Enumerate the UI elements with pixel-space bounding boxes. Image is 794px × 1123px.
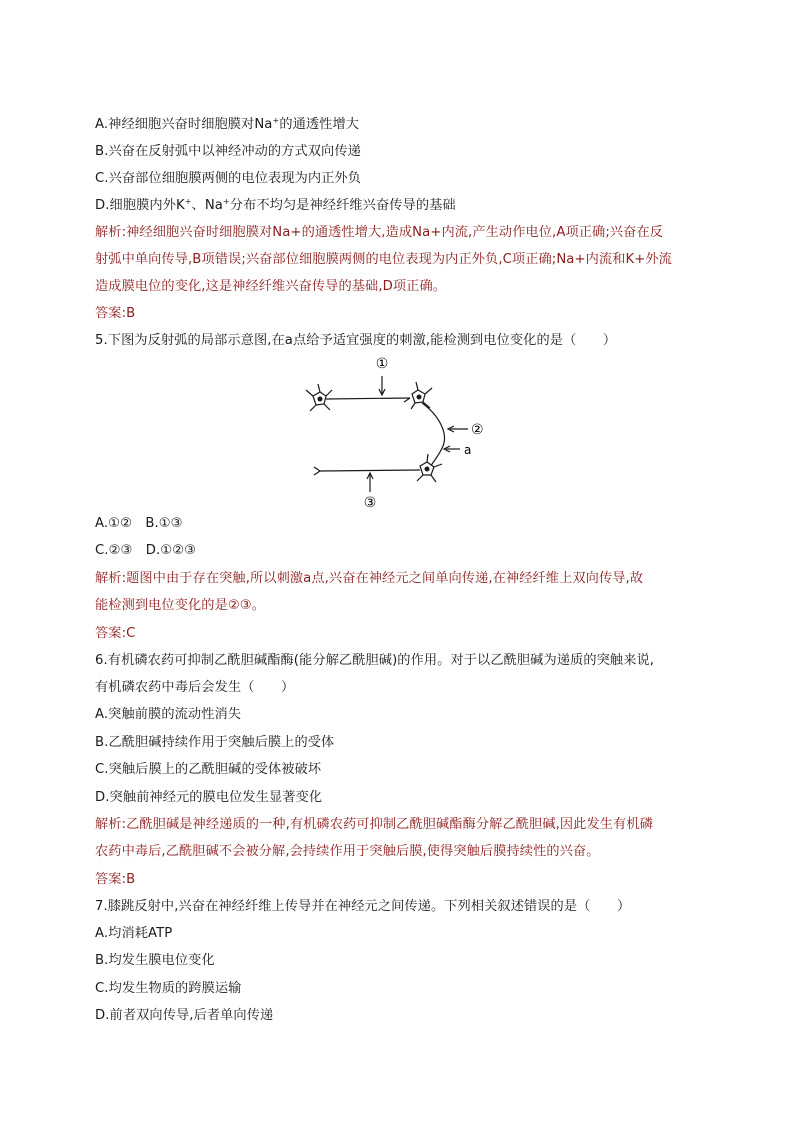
neuron-1-axon	[326, 398, 410, 399]
q4-analysis-line-3: 造成膜电位的变化,这是神经纤维兴奋传导的基础,D项正确。	[95, 279, 447, 294]
q7-option-c: C.均发生物质的跨膜运输	[95, 981, 242, 996]
q7-stem: 7.膝跳反射中,兴奋在神经纤维上传导并在神经元之间传递。下列相关叙述错误的是（ ）	[95, 899, 631, 914]
q4-option-a-text: A.神经细胞兴奋时细胞膜对Na	[95, 117, 273, 132]
neuron-3-axon	[320, 470, 420, 471]
q6-analysis-line-1: 解析:乙酰胆碱是神经递质的一种,有机磷农药可抑制乙酰胆碱酯酶分解乙酰胆碱,因此发生有机磷	[95, 817, 653, 832]
q5-analysis-line-2: 能检测到电位变化的是②③。	[95, 598, 266, 613]
q6-answer-text: 答案:B	[95, 872, 136, 887]
q4-option-d-text-mid: 、Na	[191, 198, 223, 213]
q4-option-a	[95, 116, 359, 134]
q5-options-line-1: A.①② B.①③	[95, 516, 183, 531]
q5-analysis-line-1: 解析:题图中由于存在突触,所以刺激a点,兴奋在神经元之间单向传递,在神经纤维上双向传导,故	[95, 571, 644, 586]
reflex-arc-diagram	[300, 354, 500, 512]
q4-answer-text: 答案:B	[95, 306, 136, 321]
q4-analysis-line-1: 解析:神经细胞兴奋时细胞膜对Na+的通透性增大,造成Na+内流,产生动作电位,A项正确;兴奋在反	[95, 225, 664, 240]
q4-option-d	[95, 197, 456, 215]
point-a-label: a	[464, 443, 472, 457]
point-2-label: ②	[471, 422, 484, 438]
q4-option-c: C.兴奋部位细胞膜两侧的电位表现为内正外负	[95, 171, 362, 186]
q4-analysis-line-2: 射弧中单向传导,B项错误;兴奋部位细胞膜两侧的电位表现为内正外负,C项正确;Na+内流和K+外流	[95, 252, 672, 267]
q4-option-a-text-end: 的通透性增大	[279, 117, 360, 132]
neuron-2-axon	[422, 403, 444, 468]
superscript-plus: +	[222, 197, 230, 206]
q4-option-d-text-end: 分布不均匀是神经纤维兴奋传导的基础	[229, 198, 456, 213]
superscript-plus: +	[184, 197, 192, 206]
q6-answer	[95, 871, 135, 889]
q5-options-line-2: C.②③ D.①②③	[95, 543, 197, 558]
q4-answer	[95, 305, 135, 323]
q6-option-b: B.乙酰胆碱持续作用于突触后膜上的受体	[95, 735, 335, 750]
reflex-arc-figure	[300, 354, 500, 512]
q6-stem-line-1: 6.有机磷农药可抑制乙酰胆碱酯酶(能分解乙酰胆碱)的作用。对于以乙酰胆碱为递质的突触来说,	[95, 653, 655, 668]
superscript-plus: +	[272, 116, 280, 125]
point-1-label: ①	[375, 356, 389, 372]
point-3-label: ③	[363, 495, 377, 511]
q4-option-b: B.兴奋在反射弧中以神经冲动的方式双向传递	[95, 144, 361, 159]
q5-stem: 5.下图为反射弧的局部示意图,在a点给予适宜强度的刺激,能检测到电位变化的是（ ）	[95, 333, 617, 348]
q6-option-c: C.突触后膜上的乙酰胆碱的受体被破坏	[95, 762, 322, 777]
q6-analysis-line-2: 农药中毒后,乙酰胆碱不会被分解,会持续作用于突触后膜,使得突触后膜持续性的兴奋。	[95, 844, 600, 859]
q6-option-d: D.突触前神经元的膜电位发生显著变化	[95, 790, 323, 805]
q6-option-a: A.突触前膜的流动性消失	[95, 707, 242, 722]
q7-option-a: A.均消耗ATP	[95, 926, 173, 941]
q6-stem-line-2: 有机磷农药中毒后会发生（ ）	[95, 680, 295, 695]
q7-option-b: B.均发生膜电位变化	[95, 953, 215, 968]
q7-option-d: D.前者双向传导,后者单向传递	[95, 1008, 274, 1023]
q4-option-d-text: D.细胞膜内外K	[95, 198, 185, 213]
q5-answer-text: 答案:C	[95, 626, 136, 641]
q5-answer	[95, 625, 135, 643]
